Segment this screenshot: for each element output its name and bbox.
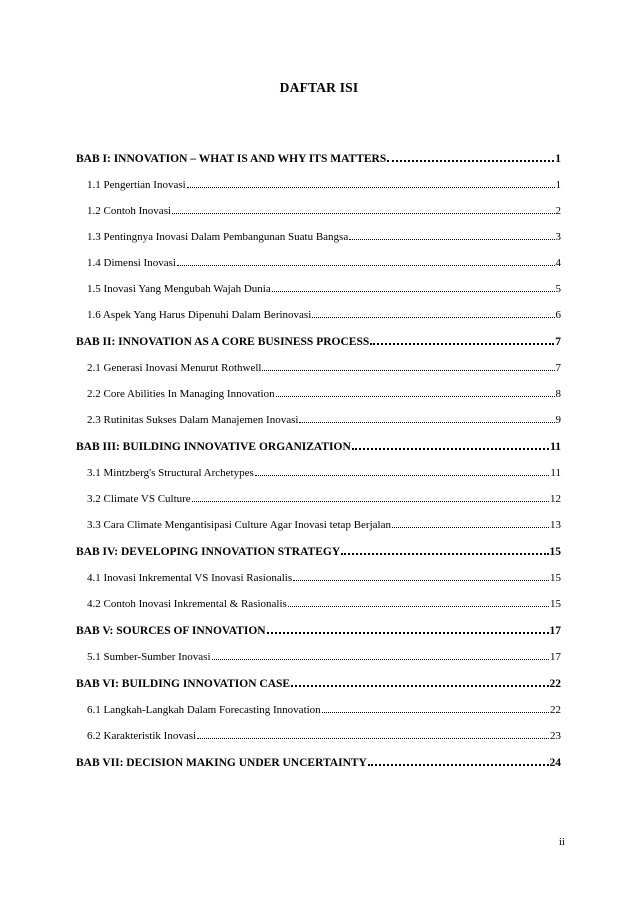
dot-leader (197, 726, 549, 739)
toc-entry-page-number: 15 (550, 572, 561, 584)
toc-entry-label: 2.2 Core Abilities In Managing Innovation (87, 388, 275, 400)
toc-section-entry[interactable] (76, 647, 561, 673)
toc-entry-label: 3.1 Mintzberg's Structural Archetypes (87, 467, 254, 479)
dot-leader (352, 436, 549, 450)
toc-entry-page-number: 15 (550, 598, 561, 610)
toc-entry-page-number: 13 (550, 519, 561, 531)
toc-entry-page-number: 15 (549, 546, 561, 558)
toc-entry-page-number: 8 (555, 388, 561, 400)
toc-entry-label: 1.4 Dimensi Inovasi (87, 257, 176, 269)
table-of-contents (76, 148, 561, 779)
toc-section-entry[interactable] (76, 227, 561, 253)
toc-entry-label: 1.5 Inovasi Yang Mengubah Wajah Dunia (87, 283, 271, 295)
toc-entry-label: BAB II: INNOVATION AS A CORE BUSINESS PROCESS (76, 336, 370, 348)
toc-entry-label: BAB VII: DECISION MAKING UNDER UNCERTAINTY (76, 757, 367, 769)
toc-entry-page-number: 17 (550, 651, 561, 663)
toc-chapter-entry[interactable] (76, 148, 561, 175)
page-number: ii (558, 836, 565, 848)
toc-chapter-entry[interactable] (76, 673, 561, 700)
dot-leader (349, 227, 554, 240)
toc-entry-label: 1.2 Contoh Inovasi (87, 205, 172, 217)
toc-section-entry[interactable] (76, 384, 561, 410)
dot-leader (312, 305, 554, 318)
dot-leader (212, 647, 549, 660)
toc-entry-label: 2.3 Rutinitas Sukses Dalam Manajemen Inovasi (87, 414, 299, 426)
toc-entry-label: BAB III: BUILDING INNOVATIVE ORGANIZATION (76, 441, 351, 453)
dot-leader (341, 541, 548, 555)
toc-section-entry[interactable] (76, 700, 561, 726)
toc-section-entry[interactable] (76, 515, 561, 541)
dot-leader (267, 620, 549, 634)
toc-entry-page-number: 2 (555, 205, 561, 217)
toc-entry-label: BAB IV: DEVELOPING INNOVATION STRATEGY (76, 546, 341, 558)
toc-section-entry[interactable] (76, 279, 561, 305)
toc-entry-page-number: 22 (549, 678, 561, 690)
dot-leader (370, 331, 554, 345)
toc-entry-label: BAB VI: BUILDING INNOVATION CASE (76, 678, 291, 690)
toc-entry-page-number: 24 (549, 757, 561, 769)
toc-section-entry[interactable] (76, 201, 561, 227)
dot-leader (276, 384, 555, 397)
toc-entry-label: 3.2 Climate VS Culture (87, 493, 191, 505)
dot-leader (299, 410, 554, 423)
dot-leader (293, 568, 549, 581)
toc-entry-page-number: 6 (555, 309, 561, 321)
toc-section-entry[interactable] (76, 594, 561, 620)
toc-entry-label: 4.1 Inovasi Inkremental VS Inovasi Rasionalis (87, 572, 293, 584)
dot-leader (322, 700, 549, 713)
toc-entry-page-number: 12 (550, 493, 561, 505)
toc-entry-page-number: 7 (555, 336, 561, 348)
toc-entry-page-number: 7 (555, 362, 561, 374)
toc-entry-label: BAB I: INNOVATION – WHAT IS AND WHY ITS MATTERS (76, 153, 387, 165)
toc-entry-page-number: 11 (550, 467, 561, 479)
toc-entry-label: 3.3 Cara Climate Mengantisipasi Culture Agar Inovasi tetap Berjalan (87, 519, 391, 531)
dot-leader (288, 594, 549, 607)
toc-section-entry[interactable] (76, 358, 561, 384)
toc-chapter-entry[interactable] (76, 541, 561, 568)
dot-leader (291, 673, 548, 687)
toc-section-entry[interactable] (76, 463, 561, 489)
dot-leader (368, 752, 549, 766)
toc-section-entry[interactable] (76, 410, 561, 436)
dot-leader (177, 253, 555, 266)
toc-entry-page-number: 1 (555, 153, 561, 165)
toc-entry-label: 2.1 Generasi Inovasi Menurut Rothwell (87, 362, 262, 374)
dot-leader (187, 175, 555, 188)
toc-entry-label: BAB V: SOURCES OF INNOVATION (76, 625, 266, 637)
toc-entry-page-number: 1 (555, 179, 561, 191)
dot-leader (272, 279, 555, 292)
toc-section-entry[interactable] (76, 568, 561, 594)
toc-entry-page-number: 17 (549, 625, 561, 637)
toc-entry-label: 6.1 Langkah-Langkah Dalam Forecasting Innovation (87, 704, 321, 716)
toc-section-entry[interactable] (76, 489, 561, 515)
toc-section-entry[interactable] (76, 726, 561, 752)
toc-section-entry[interactable] (76, 253, 561, 279)
toc-chapter-entry[interactable] (76, 620, 561, 647)
toc-entry-label: 1.1 Pengertian Inovasi (87, 179, 186, 191)
toc-section-entry[interactable] (76, 175, 561, 201)
toc-chapter-entry[interactable] (76, 752, 561, 779)
toc-entry-label: 5.1 Sumber-Sumber Inovasi (87, 651, 211, 663)
toc-entry-page-number: 23 (550, 730, 561, 742)
toc-section-entry[interactable] (76, 305, 561, 331)
dot-leader (255, 463, 550, 476)
toc-entry-page-number: 4 (555, 257, 561, 269)
dot-leader (172, 201, 554, 214)
toc-entry-page-number: 3 (555, 231, 561, 243)
toc-entry-page-number: 11 (550, 441, 561, 453)
toc-entry-label: 1.6 Aspek Yang Harus Dipenuhi Dalam Berinovasi (87, 309, 312, 321)
toc-chapter-entry[interactable] (76, 331, 561, 358)
toc-entry-page-number: 9 (555, 414, 561, 426)
toc-entry-label: 4.2 Contoh Inovasi Inkremental & Rasionalis (87, 598, 287, 610)
dot-leader (262, 358, 554, 371)
toc-entry-label: 6.2 Karakteristik Inovasi (87, 730, 197, 742)
toc-entry-label: 1.3 Pentingnya Inovasi Dalam Pembangunan Suatu Bangsa (87, 231, 349, 243)
dot-leader (192, 489, 549, 502)
toc-chapter-entry[interactable] (76, 436, 561, 463)
toc-entry-page-number: 5 (555, 283, 561, 295)
page-title: DAFTAR ISI (279, 80, 359, 95)
dot-leader (392, 515, 549, 528)
toc-entry-page-number: 22 (550, 704, 561, 716)
dot-leader (387, 148, 554, 162)
